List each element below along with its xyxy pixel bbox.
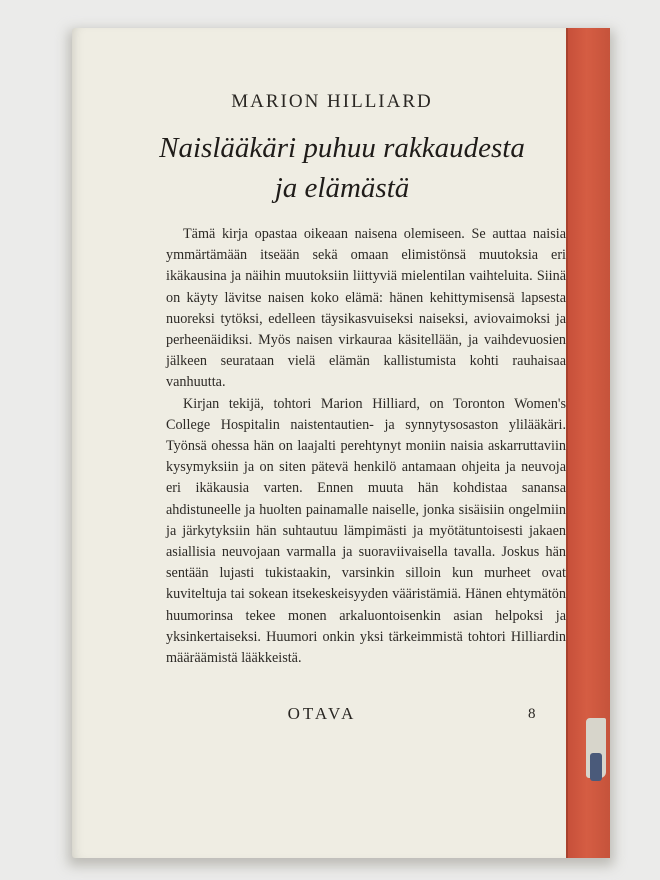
torn-spine-patch [590,753,602,781]
title-line-1: Naislääkäri puhuu rakkaudesta [159,132,525,164]
blurb-text [166,224,566,669]
publisher-name: OTAVA [287,704,357,723]
author-name: MARION HILLIARD [231,91,433,112]
catalog-number: 8 [528,706,536,722]
blurb-paragraph-2: Kirjan tekijä, tohtori Marion Hilliard, on Toronton Women's College Hospitalin naistentautien- ja synnytysosaston ylilääkäri. Työnsä ohessa hän on laajalti perehtynyt moniin naisia askarruttaviin kysymyksiin ja on siten pätevä henkilö antamaan ohjeita ja neuvoja eri ikäkausia varten. Ennen muuta hän kohdistaa sanansa ahdistuneelle ja huolten painamalle naiselle, jonka sisäisiin ongelmiin ja järkytyksiin hän suhtautuu lämpimästi ja myötätuntoisesti jakaen asiallisia neuvojaan varmalla ja suoraviivaisella tavalla. Joskus hän sentään lujasti tukistaakin, varsinkin silloin kun murheet ovat kuviteltuja tai sokean itsekeskeisyyden vääristämiä. Hänen ehtymätön huumorinsa tekee monen arkaluontoisenkin asian helpoksi ja yksinkertaiseksi. Huumori onkin yksi tärkeimmistä tohtori Hilliardin määräämistä lääkkeistä. [166,395,566,667]
book-back-cover [72,28,610,858]
title-line-2: ja elämästä [274,172,410,204]
book-title [72,128,612,208]
blurb-paragraph-1: Tämä kirja opastaa oikeaan naisena olemiseen. Se auttaa naisia ymmärtämään itseään sekä omaan elimistönsä muutoksia eri ikäkausina ja näihin muutoksiin liittyviä mielentilan vaihteluita. Siinä on käyty lävitse naisen koko elämä: hänen kehittymisensä lapsesta nuoreksi tytöksi, edelleen täysikasvuiseksi naiseksi, aviovaimoksi ja perheenäidiksi. Myös naisen virkauraa käsitellään, ja vaihdevuosien jälkeen seurataan vielä elämän kallistumista kohti rauhaisaa vanhuutta. [166,226,566,391]
